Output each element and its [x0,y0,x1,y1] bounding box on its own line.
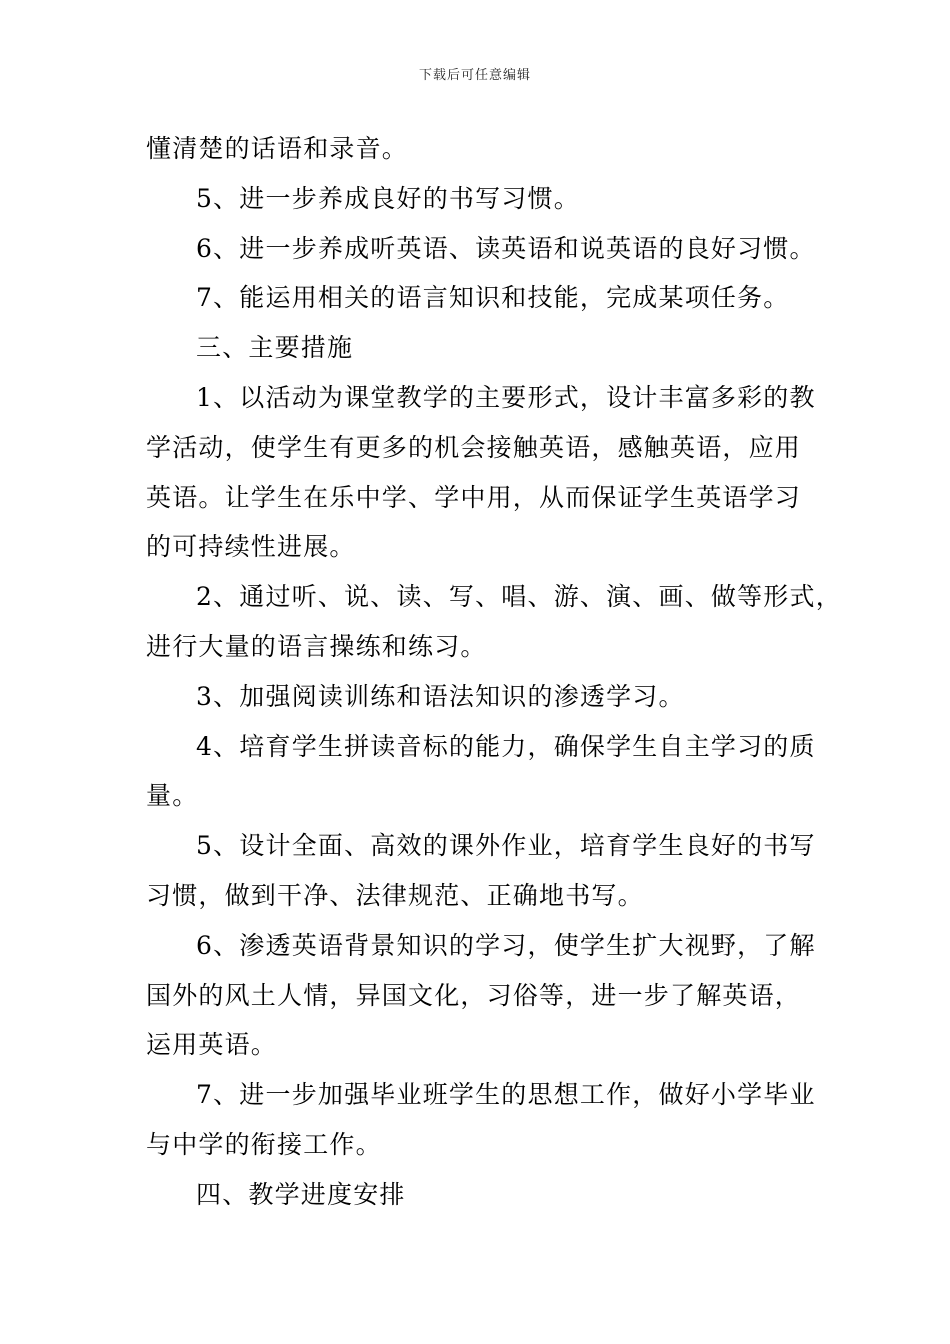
document-body [146,124,842,1220]
text-line: 懂清楚的话语和录音。 [146,134,409,163]
measure-1-line-1: 1、以活动为课堂教学的主要形式，设计丰富多彩的教 [196,382,816,412]
measure-2-line-2: 进行大量的语言操练和练习。 [146,631,487,661]
page-header: 下载后可任意编辑 [418,68,531,83]
measure-1-line-4: 的可持续性进展。 [146,532,356,562]
measure-6-line-3: 运用英语。 [146,1030,278,1060]
section-heading-schedule: 四、教学进度安排 [196,1179,406,1209]
measure-4-line-1: 4、培育学生拼读音标的能力，确保学生自主学习的质 [196,731,816,761]
measure-6-line-1: 6、渗透英语背景知识的学习，使学生扩大视野，了解 [196,930,816,960]
measure-7-line-1: 7、进一步加强毕业班学生的思想工作，做好小学毕业 [196,1080,816,1110]
measure-6-line-2: 国外的风土人情，异国文化，习俗等，进一步了解英语， [146,980,802,1010]
list-item-6-listening-habit: 6、进一步养成听英语、读英语和说英语的良好习惯。 [196,233,816,263]
measure-7-line-2: 与中学的衔接工作。 [146,1129,382,1159]
measure-4-line-2: 量。 [146,781,199,811]
list-item-5-writing-habit: 5、进一步养成良好的书写习惯。 [196,183,580,213]
measure-1-line-2: 学活动，使学生有更多的机会接触英语，感触英语，应用 [146,432,802,462]
measure-2-line-1: 2、通过听、说、读、写、唱、游、演、画、做等形式， [196,582,842,612]
list-item-7-complete-task: 7、能运用相关的语言知识和技能，完成某项任务。 [196,283,790,313]
measure-5-line-1: 5、设计全面、高效的课外作业，培育学生良好的书写 [196,831,816,861]
measure-1-line-3: 英语。让学生在乐中学、学中用，从而保证学生英语学习 [146,482,802,512]
section-heading-main-measures: 三、主要措施 [196,333,354,363]
measure-3: 3、加强阅读训练和语法知识的渗透学习。 [196,681,685,711]
measure-5-line-2: 习惯，做到干净、法律规范、正确地书写。 [146,880,644,910]
